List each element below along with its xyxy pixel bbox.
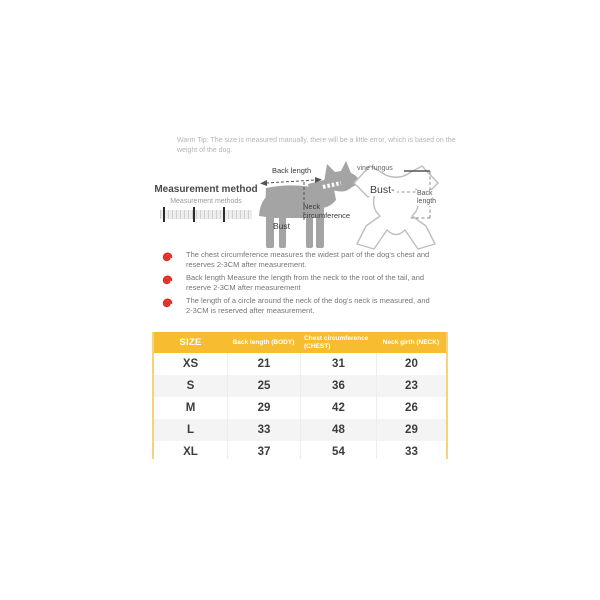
note-neck	[162, 296, 462, 315]
spiral-bullet-icon	[162, 252, 173, 263]
note-text: The chest circumference measures the widest part of the dog's chest and reserves 2-3CM after measurement.	[186, 250, 430, 269]
size-cell: 26	[376, 397, 446, 419]
size-cell: XL	[183, 446, 198, 458]
size-cell: 29	[227, 397, 300, 419]
size-cell: 54	[300, 441, 376, 459]
size-table-header	[154, 332, 446, 353]
size-row-l	[154, 419, 446, 441]
size-cell: 36	[300, 375, 376, 397]
size-cell: 21	[227, 353, 300, 375]
size-cell: S	[186, 380, 195, 392]
size-cell: 42	[300, 397, 376, 419]
size-row-m	[154, 397, 446, 419]
garment-diagram	[346, 158, 462, 252]
size-cell: 48	[300, 419, 376, 441]
size-cell: 31	[300, 353, 376, 375]
size-table	[152, 332, 448, 459]
measurement-method-block	[150, 184, 262, 219]
garment-bust-label: Bust-	[370, 184, 395, 196]
size-cell: L	[186, 424, 195, 436]
column-header-back-length: Back length (BODY)	[232, 338, 295, 346]
garment-back-length-line2: length	[417, 198, 437, 205]
note-text: The length of a circle around the neck of the dog's neck is measured, and 2-3CM is reserved after measurement.	[186, 296, 430, 315]
size-cell: 23	[376, 375, 446, 397]
garment-back-length-label	[416, 190, 437, 206]
garment-outline-icon	[346, 158, 462, 252]
spiral-bullet-icon	[162, 275, 173, 286]
size-cell: XS	[182, 358, 199, 370]
size-row-s	[154, 375, 446, 397]
dog-neck-circumference-label	[303, 202, 350, 220]
warm-tip-text: Warm Tip: The size is measured manually, there will be a little error, which is based on the weight of the dog.	[177, 137, 456, 154]
note-chest	[162, 250, 462, 269]
measurement-method-subtitle: Measurement methods	[170, 198, 242, 205]
spiral-bullet-icon	[162, 298, 173, 309]
size-cell: 37	[227, 441, 300, 459]
size-cell: M	[185, 402, 196, 414]
garment-collar-label: vine fungus	[357, 165, 393, 172]
note-text: Back length Measure the length from the neck to the root of the tail, and reserve 2-3CM after measurement	[186, 273, 425, 292]
garment-back-length-line1: Back	[417, 190, 433, 197]
size-cell: 33	[376, 441, 446, 459]
note-back-length	[162, 273, 462, 292]
dog-neck-label-line2: circumference	[303, 211, 351, 220]
dog-back-length-label: Back length	[272, 166, 312, 175]
dog-neck-label-line1: Neck	[303, 202, 321, 211]
size-cell: 20	[376, 353, 446, 375]
column-header-chest: Chest circumference (CHEST)	[304, 335, 369, 350]
measurement-notes	[162, 250, 462, 319]
size-cell: 29	[376, 419, 446, 441]
size-cell: 25	[227, 375, 300, 397]
size-row-xs	[154, 353, 446, 375]
measurement-method-title: Measurement method	[154, 184, 258, 195]
dog-bust-label: Bust	[273, 221, 291, 231]
column-header-neck: Neck girth (NECK)	[382, 338, 440, 346]
size-cell: 33	[227, 419, 300, 441]
column-header-size: SIZE	[179, 336, 202, 348]
size-row-xl	[154, 441, 446, 459]
ruler-icon	[160, 210, 252, 219]
